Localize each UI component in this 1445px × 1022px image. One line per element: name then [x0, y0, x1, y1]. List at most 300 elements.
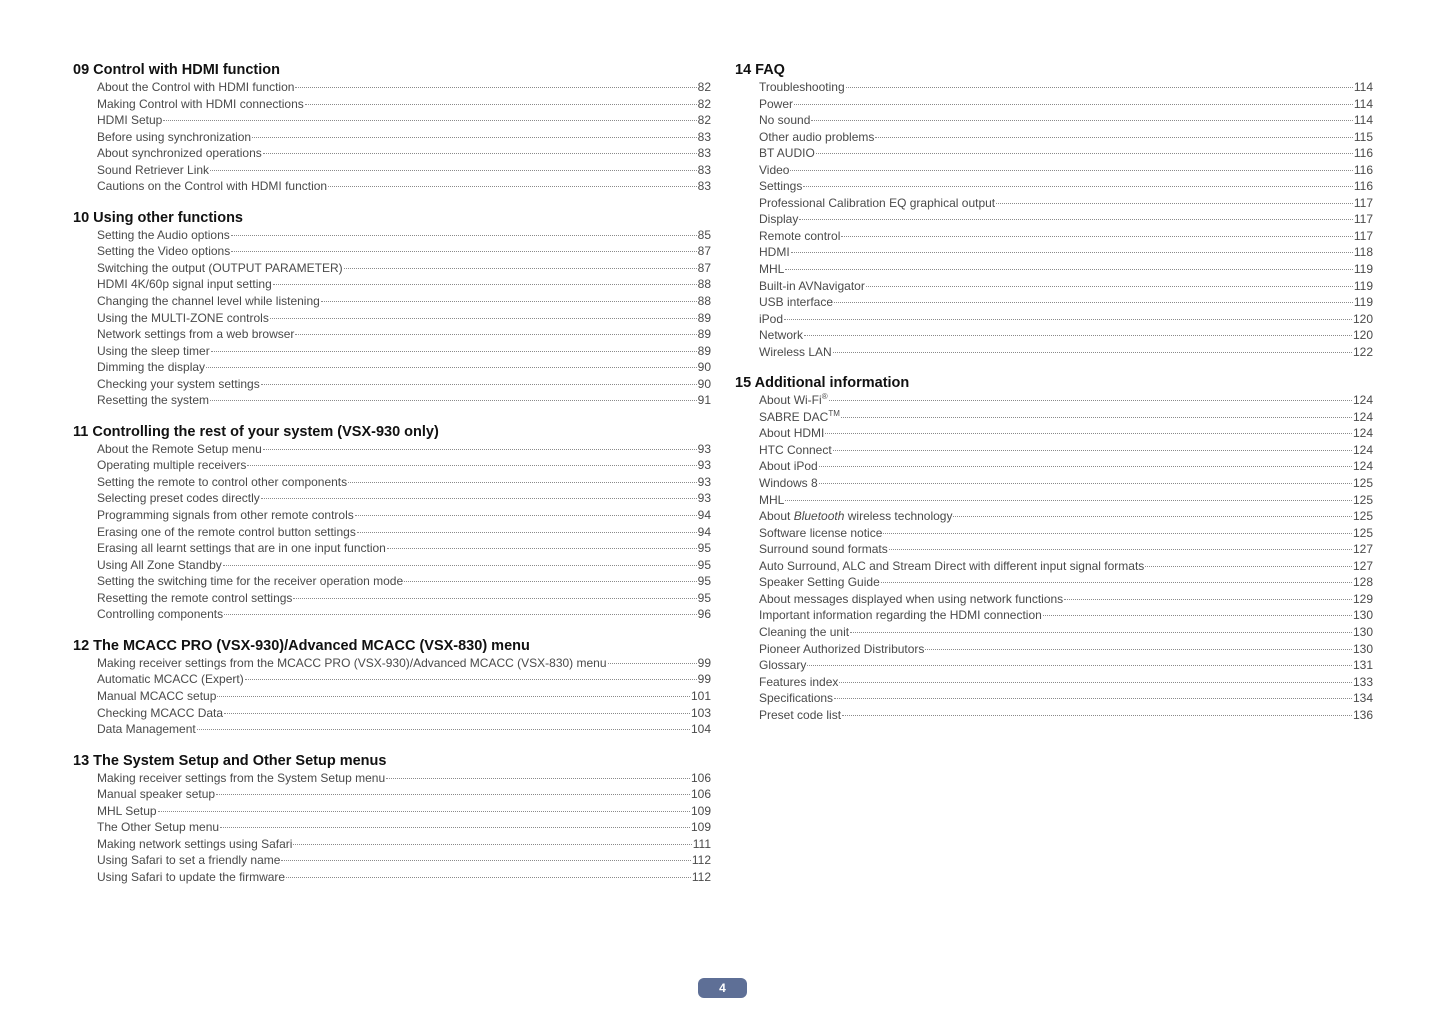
toc-entry-link[interactable] [97, 392, 711, 409]
toc-entry-link[interactable] [759, 244, 1373, 261]
toc-entry-link[interactable] [97, 819, 711, 836]
toc-entry-link[interactable] [97, 178, 711, 195]
toc-entry-label [97, 310, 269, 327]
toc-entry-label [759, 558, 1144, 575]
toc-entry-link[interactable] [97, 721, 711, 738]
dot-leader [261, 384, 697, 385]
toc-entry-label [759, 657, 806, 674]
toc-entry-label [97, 770, 385, 787]
dot-leader [841, 417, 1352, 418]
toc-entry-page-number: 89 [697, 343, 711, 358]
toc-entry-link[interactable] [97, 326, 711, 343]
page-number-badge: 4 [698, 978, 747, 998]
dot-leader [210, 170, 697, 171]
toc-entry-link[interactable] [759, 458, 1373, 475]
dot-leader [344, 268, 697, 269]
toc-entry-label [759, 707, 841, 724]
toc-entry-page-number: 95 [697, 541, 711, 556]
toc-entry-label [97, 557, 222, 574]
toc-entry-link[interactable] [759, 294, 1373, 311]
toc-entry-label [759, 211, 798, 228]
toc-entry-link[interactable] [97, 359, 711, 376]
toc-entry-page-number: 136 [1352, 707, 1373, 722]
dot-leader [791, 252, 1353, 253]
toc-entry-list [735, 79, 1373, 360]
toc-entry-label [97, 343, 210, 360]
toc-entry-page-number: 127 [1352, 558, 1373, 573]
dot-leader [210, 400, 697, 401]
toc-entry-link[interactable] [97, 557, 711, 574]
trademark-symbol: ® [821, 392, 828, 402]
toc-entry-label [759, 492, 784, 509]
toc-entry-page-number: 106 [690, 787, 711, 802]
section-title[interactable]: 09 Control with HDMI function [73, 62, 281, 78]
toc-entry-text: About Wi-Fi [759, 393, 822, 408]
toc-entry-page-number: 88 [697, 294, 711, 309]
toc-entry-page-number: 117 [1353, 228, 1373, 243]
toc-entry-label [759, 458, 818, 475]
toc-entry-page-number: 114 [1353, 80, 1373, 94]
toc-entry-text: Specifications [759, 691, 834, 706]
toc-entry-label [97, 376, 260, 393]
dot-leader [261, 498, 697, 499]
toc-entry-text: Remote control [759, 228, 841, 243]
toc-entry-label [97, 540, 386, 557]
toc-entry-link[interactable] [759, 475, 1373, 492]
dot-leader [799, 219, 1353, 220]
toc-entry-link[interactable] [97, 524, 711, 541]
toc-entry-text: Software license notice [759, 525, 883, 540]
toc-entry-page-number: 83 [697, 162, 711, 177]
toc-entry-page-number: 96 [697, 607, 711, 622]
toc-entry-link[interactable] [97, 457, 711, 474]
toc-entry-link[interactable] [759, 409, 1373, 426]
toc-entry-link[interactable] [97, 162, 711, 179]
toc-entry-link[interactable] [759, 690, 1373, 707]
toc-entry-page-number: 89 [697, 327, 711, 342]
dot-leader [357, 532, 697, 533]
toc-entry-text: Setting the remote to control other components [97, 474, 348, 489]
toc-entry-label [97, 441, 262, 458]
toc-entry-page-number: 120 [1352, 328, 1373, 343]
toc-entry-text: BT AUDIO [759, 146, 815, 161]
toc-entry-page-number: 101 [690, 688, 711, 703]
toc-entry-label [759, 195, 995, 212]
dot-leader [784, 319, 1352, 320]
toc-entry-page-number: 83 [697, 146, 711, 161]
toc-entry-link[interactable] [97, 260, 711, 277]
toc-entry-page-number: 125 [1352, 509, 1373, 524]
toc-entry-link[interactable] [97, 688, 711, 705]
toc-entry-link[interactable] [759, 492, 1373, 509]
toc-entry-label [759, 129, 874, 146]
dot-leader [1043, 615, 1352, 616]
dot-leader [825, 433, 1352, 434]
toc-entry-label [759, 327, 803, 344]
dot-leader [833, 352, 1352, 353]
toc-entry-link[interactable] [759, 591, 1373, 608]
toc-entry-link[interactable] [97, 869, 711, 886]
toc-entry-page-number: 103 [690, 705, 711, 720]
toc-entry-label [97, 359, 205, 376]
toc-entry-link[interactable] [97, 112, 711, 129]
toc-entry-page-number: 82 [697, 80, 711, 94]
toc-entry-label [97, 869, 285, 886]
dot-leader [841, 236, 1352, 237]
dot-leader [790, 170, 1352, 171]
toc-entry-page-number: 95 [697, 590, 711, 605]
toc-entry-link[interactable] [759, 129, 1373, 146]
toc-entry-label [759, 178, 802, 195]
toc-entry-label [759, 392, 828, 409]
toc-entry-link[interactable] [97, 243, 711, 260]
toc-entry-text: Manual speaker setup [97, 787, 216, 802]
toc-entry-text: Display [759, 212, 799, 227]
toc-entry-link[interactable] [97, 96, 711, 113]
toc-entry-link[interactable] [97, 474, 711, 491]
toc-entry-text: Programming signals from other remote controls [97, 508, 354, 523]
toc-entry-link[interactable] [759, 145, 1373, 162]
toc-entry-page-number: 125 [1352, 492, 1373, 507]
toc-entry-label [97, 178, 327, 195]
toc-entry-label [759, 311, 783, 328]
section-title[interactable]: 15 Additional information [735, 375, 910, 392]
toc-entry-label [759, 525, 882, 542]
toc-entry-page-number: 116 [1353, 179, 1373, 194]
dot-leader [231, 235, 697, 236]
toc-entry-text: Cleaning the unit [759, 624, 850, 639]
toc-entry-label [97, 507, 354, 524]
toc-entry-link[interactable] [759, 228, 1373, 245]
toc-entry-text: Operating multiple receivers [97, 458, 247, 473]
toc-entry-link[interactable] [759, 607, 1373, 624]
toc-entry-page-number: 117 [1353, 195, 1373, 210]
toc-entry-page-number: 109 [690, 803, 711, 818]
toc-entry-text: Selecting preset codes directly [97, 491, 260, 506]
toc-entry-page-number: 124 [1352, 393, 1373, 408]
toc-entry-page-number: 89 [697, 310, 711, 325]
toc-entry-text: Windows 8 [759, 476, 818, 491]
toc-entry-link[interactable] [97, 79, 711, 96]
toc-entry-link[interactable] [759, 96, 1373, 113]
dot-leader [247, 465, 696, 466]
dot-leader [953, 516, 1351, 517]
toc-entry-label [759, 607, 1042, 624]
dot-leader [387, 548, 697, 549]
toc-entry-link[interactable] [97, 705, 711, 722]
toc-entry-link[interactable] [97, 227, 711, 244]
toc-entry-label [97, 129, 251, 146]
toc-entry-link[interactable] [97, 590, 711, 607]
dot-leader [807, 665, 1352, 666]
toc-entry-page-number: 125 [1352, 476, 1373, 491]
toc-entry-link[interactable] [759, 541, 1373, 558]
toc-entry-page-number: 90 [697, 376, 711, 391]
toc-entry-link[interactable] [97, 540, 711, 557]
toc-entry-text: Features index [759, 674, 839, 689]
toc-entry-label [97, 293, 320, 310]
toc-entry-page-number: 82 [697, 96, 711, 111]
toc-entry-label [759, 162, 789, 179]
toc-entry-page-number: 99 [697, 655, 711, 670]
toc-entry-link[interactable] [759, 525, 1373, 542]
toc-entry-text: Changing the channel level while listening [97, 294, 320, 309]
toc-entry-link[interactable] [759, 707, 1373, 724]
toc-entry-page-number: 130 [1352, 624, 1373, 639]
toc-entry-page-number: 119 [1353, 278, 1373, 293]
toc-entry-page-number: 83 [697, 129, 711, 144]
toc-entry-link[interactable] [97, 310, 711, 327]
toc-entry-link[interactable] [759, 558, 1373, 575]
toc-entry-text: Setting the switching time for the receiver operation mode [97, 574, 404, 589]
dot-leader [866, 286, 1353, 287]
toc-entry-link[interactable] [97, 376, 711, 393]
section-title[interactable]: 12 The MCACC PRO (VSX-930)/Advanced MCACC (VSX-830) menu [73, 637, 530, 654]
toc-entry-label [97, 590, 292, 607]
dot-leader [158, 811, 690, 812]
toc-entry-label [759, 244, 790, 261]
toc-entry-page-number: 85 [697, 227, 711, 242]
toc-entry-page-number: 134 [1352, 691, 1373, 706]
dot-leader [231, 251, 696, 252]
toc-entry-text: About [759, 509, 794, 524]
toc-entry-page-number: 114 [1353, 96, 1373, 111]
dot-leader [1145, 566, 1352, 567]
toc-entry-page-number: 112 [691, 853, 711, 868]
toc-entry-text: Resetting the remote control settings [97, 590, 293, 605]
dot-leader [355, 515, 697, 516]
dot-leader [785, 500, 1352, 501]
toc-entry-link[interactable] [759, 508, 1373, 525]
toc-entry-text: Glossary [759, 658, 807, 673]
toc-entry-link[interactable] [97, 441, 711, 458]
dot-leader [163, 120, 696, 121]
toc-entry-text: About synchronized operations [97, 146, 262, 161]
toc-entry-text: Dimming the display [97, 360, 206, 375]
toc-entry-link[interactable] [97, 671, 711, 688]
toc-entry-link[interactable] [97, 343, 711, 360]
toc-entry-link[interactable] [97, 655, 711, 672]
toc-entry-text: MHL Setup [97, 803, 157, 818]
toc-entry-text: About the Control with HDMI function [97, 80, 295, 94]
section-title[interactable]: 13 The System Setup and Other Setup menus [73, 752, 387, 769]
dot-leader [252, 137, 697, 138]
toc-entry-label [97, 786, 215, 803]
toc-entry-page-number: 133 [1352, 674, 1373, 689]
toc-entry-suffix-text: wireless technology [844, 509, 953, 524]
toc-entry-text: HDMI 4K/60p signal input setting [97, 277, 272, 292]
toc-entry-text: Other audio problems [759, 129, 875, 144]
toc-entry-link[interactable] [759, 162, 1373, 179]
dot-leader [839, 682, 1352, 683]
section-title[interactable]: 10 Using other functions [73, 209, 243, 226]
toc-entry-label [97, 573, 403, 590]
toc-entry-link[interactable] [97, 786, 711, 803]
toc-entry-list [73, 441, 711, 623]
toc-entry-label [97, 705, 223, 722]
toc-entry-text: The Other Setup menu [97, 820, 220, 835]
toc-entry-text: Sound Retriever Link [97, 162, 210, 177]
toc-entry-label [97, 671, 244, 688]
toc-entry-link[interactable] [759, 211, 1373, 228]
toc-entry-link[interactable] [759, 392, 1373, 409]
toc-entry-page-number: 91 [697, 393, 711, 408]
toc-entry-link[interactable] [759, 261, 1373, 278]
toc-entry-page-number: 106 [690, 770, 711, 785]
toc-entry-text: Checking your system settings [97, 376, 260, 391]
toc-entry-link[interactable] [759, 624, 1373, 641]
toc-entry-page-number: 87 [697, 244, 711, 259]
dot-leader [804, 335, 1352, 336]
toc-entry-text: Cautions on the Control with HDMI function [97, 179, 328, 194]
toc-entry-text: Manual MCACC setup [97, 688, 217, 703]
dot-leader [889, 549, 1352, 550]
toc-entry-link[interactable] [759, 79, 1373, 96]
dot-leader [224, 614, 697, 615]
toc-entry-label [97, 524, 356, 541]
toc-entry-link[interactable] [97, 770, 711, 787]
dot-leader [834, 698, 1352, 699]
toc-entry-label [97, 243, 230, 260]
toc-entry-page-number: 116 [1353, 162, 1373, 177]
toc-entry-label [97, 112, 162, 129]
dot-leader [263, 153, 697, 154]
toc-entry-text: Professional Calibration EQ graphical output [759, 195, 996, 210]
toc-entry-text: Pioneer Authorized Distributors [759, 641, 925, 656]
toc-entry-text: MHL [759, 262, 785, 277]
toc-entry-link[interactable] [759, 278, 1373, 295]
toc-entry-link[interactable] [759, 195, 1373, 212]
toc-entry-link[interactable] [759, 574, 1373, 591]
toc-entry-link[interactable] [97, 293, 711, 310]
dot-leader [803, 186, 1353, 187]
dot-leader [608, 663, 697, 664]
toc-entry-link[interactable] [97, 803, 711, 820]
toc-entry-link[interactable] [759, 311, 1373, 328]
toc-entry-label [759, 261, 784, 278]
dot-leader [819, 466, 1352, 467]
toc-entry-text: HTC Connect [759, 442, 832, 457]
toc-entry-text: Using the MULTI-ZONE controls [97, 310, 269, 325]
toc-entry-text: Automatic MCACC (Expert) [97, 672, 244, 687]
toc-entry-link[interactable] [759, 674, 1373, 691]
dot-leader [217, 696, 690, 697]
toc-entry-label [97, 392, 209, 409]
toc-entry-link[interactable] [759, 641, 1373, 658]
toc-entry-link[interactable] [97, 145, 711, 162]
toc-entry-page-number: 131 [1352, 658, 1373, 673]
toc-left-column [73, 61, 711, 899]
dot-leader [224, 713, 690, 714]
toc-entry-text: About iPod [759, 459, 818, 474]
dot-leader [883, 533, 1352, 534]
toc-entry-page-number: 125 [1352, 525, 1373, 540]
toc-entry-text: HDMI [759, 245, 790, 260]
toc-entry-text: Checking MCACC Data [97, 705, 224, 720]
section-title[interactable]: 14 FAQ [735, 62, 785, 78]
toc-entry-link[interactable] [97, 490, 711, 507]
toc-entry-link[interactable] [97, 606, 711, 623]
toc-entry-link[interactable] [97, 836, 711, 853]
dot-leader [996, 203, 1353, 204]
toc-entry-page-number: 128 [1352, 575, 1373, 590]
toc-entry-text: Switching the output (OUTPUT PARAMETER) [97, 260, 343, 275]
dot-leader [273, 284, 697, 285]
toc-entry-text: Controlling components [97, 607, 224, 622]
toc-entry-label [97, 162, 209, 179]
toc-entry-page-number: 112 [691, 869, 711, 884]
toc-entry-page-number: 124 [1352, 426, 1373, 441]
toc-entry-label [759, 690, 833, 707]
toc-entry-text: HDMI Setup [97, 113, 163, 128]
toc-entry-label [97, 490, 260, 507]
toc-entry-label [759, 96, 793, 113]
toc-entry-link[interactable] [97, 276, 711, 293]
toc-entry-page-number: 129 [1352, 591, 1373, 606]
toc-entry-link[interactable] [759, 112, 1373, 129]
toc-entry-page-number: 82 [697, 113, 711, 128]
toc-entry-label [759, 228, 840, 245]
toc-entry-text: Setting the Video options [97, 244, 231, 259]
toc-entry-link[interactable] [759, 425, 1373, 442]
toc-entry-label [759, 508, 952, 525]
toc-entry-label [759, 145, 815, 162]
toc-entry-text: Auto Surround, ALC and Stream Direct with different input signal formats [759, 558, 1145, 573]
toc-entry-page-number: 87 [697, 260, 711, 275]
dot-leader [811, 120, 1352, 121]
toc-entry-text: Video [759, 162, 790, 177]
toc-entry-link[interactable] [759, 442, 1373, 459]
toc-entry-label [759, 278, 865, 295]
toc-entry-page-number: 94 [697, 524, 711, 539]
dot-leader [794, 104, 1353, 105]
toc-entry-link[interactable] [97, 507, 711, 524]
toc-entry-page-number: 119 [1353, 295, 1373, 310]
dot-leader [295, 87, 696, 88]
toc-entry-page-number: 93 [697, 491, 711, 506]
dot-leader [850, 632, 1352, 633]
toc-entry-label [97, 474, 347, 491]
toc-entry-link[interactable] [97, 852, 711, 869]
dot-leader [321, 301, 697, 302]
toc-entry-text: USB interface [759, 295, 834, 310]
toc-entry-text: Network settings from a web browser [97, 327, 295, 342]
toc-entry-text: About the Remote Setup menu [97, 441, 262, 456]
dot-leader [286, 877, 691, 878]
dot-leader [270, 318, 697, 319]
toc-right-column [735, 61, 1373, 737]
toc-entry-link[interactable] [759, 657, 1373, 674]
section-title[interactable]: 11 Controlling the rest of your system (VSX-930 only) [73, 423, 439, 440]
toc-entry-text: Using All Zone Standby [97, 557, 222, 572]
dot-leader [206, 367, 697, 368]
toc-entry-text: No sound [759, 113, 811, 128]
dot-leader [293, 598, 696, 599]
toc-entry-page-number: 93 [697, 474, 711, 489]
toc-entry-text: MHL [759, 492, 785, 507]
toc-entry-link[interactable] [97, 129, 711, 146]
toc-entry-link[interactable] [759, 344, 1373, 361]
dot-leader [293, 844, 691, 845]
toc-entry-link[interactable] [759, 178, 1373, 195]
toc-entry-label [97, 852, 280, 869]
toc-entry-link[interactable] [759, 327, 1373, 344]
toc-section [735, 61, 1373, 360]
toc-entry-label [759, 344, 832, 361]
toc-entry-link[interactable] [97, 573, 711, 590]
toc-section [735, 374, 1373, 723]
dot-leader [305, 104, 697, 105]
